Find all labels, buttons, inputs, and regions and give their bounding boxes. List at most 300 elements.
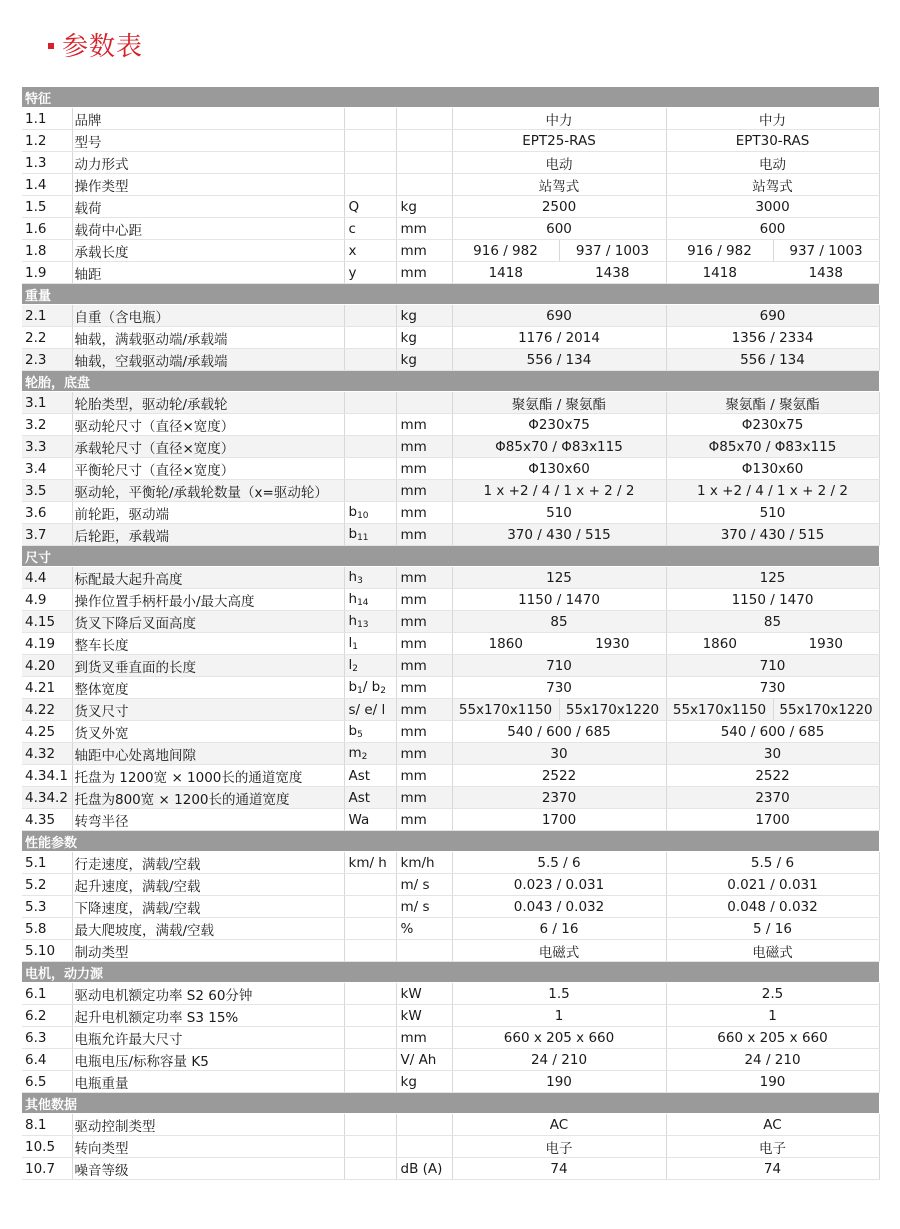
spec-number: 4.20 xyxy=(22,655,72,677)
spec-symbol xyxy=(344,918,396,940)
spec-row xyxy=(22,983,879,1005)
spec-number: 2.2 xyxy=(22,327,72,349)
spec-symbol xyxy=(344,611,396,633)
symbol-text: Ast xyxy=(348,789,371,806)
symbol-subscript: 5 xyxy=(357,730,363,740)
section-header xyxy=(22,371,879,392)
spec-description: 整体宽度 xyxy=(72,677,344,699)
value-model-1: 电子 xyxy=(452,1136,666,1158)
spec-number: 3.7 xyxy=(22,524,72,546)
spec-row xyxy=(22,809,879,831)
spec-symbol xyxy=(344,349,396,371)
spec-number: 5.2 xyxy=(22,874,72,896)
spec-symbol xyxy=(344,699,396,721)
spec-number: 4.32 xyxy=(22,743,72,765)
spec-number: 4.35 xyxy=(22,809,72,831)
value-model-2-2: 55x170x1220 xyxy=(773,699,879,721)
value-model-1: 370 / 430 / 515 xyxy=(452,524,666,546)
spec-unit: mm xyxy=(396,699,452,721)
spec-description: 电瓶允许最大尺寸 xyxy=(72,1027,344,1049)
value-model-1: 125 xyxy=(452,567,666,589)
spec-number: 3.4 xyxy=(22,458,72,480)
value-model-2: 600 xyxy=(666,218,879,240)
value-model-2: 5 / 16 xyxy=(666,918,879,940)
value-model-1: 6 / 16 xyxy=(452,918,666,940)
spec-unit: mm xyxy=(396,262,452,284)
spec-number: 6.3 xyxy=(22,1027,72,1049)
symbol-text: m xyxy=(348,745,362,761)
spec-number: 4.21 xyxy=(22,677,72,699)
spec-symbol xyxy=(344,240,396,262)
spec-symbol xyxy=(344,174,396,196)
spec-unit: km/h xyxy=(396,852,452,874)
spec-symbol xyxy=(344,458,396,480)
spec-row xyxy=(22,524,879,546)
spec-number: 4.25 xyxy=(22,721,72,743)
value-model-2: 30 xyxy=(666,743,879,765)
spec-description: 载荷中心距 xyxy=(72,218,344,240)
value-model-1: 2522 xyxy=(452,765,666,787)
spec-row xyxy=(22,1005,879,1027)
value-model-2: 电子 xyxy=(666,1136,879,1158)
spec-unit: mm xyxy=(396,589,452,611)
symbol-text: Wa xyxy=(348,811,370,828)
value-model-1: 1 xyxy=(452,1005,666,1027)
value-model-1-1: 1418 xyxy=(452,262,559,284)
symbol-subscript: 1 xyxy=(357,686,363,696)
value-model-1: 0.023 / 0.031 xyxy=(452,874,666,896)
spec-unit: mm xyxy=(396,414,452,436)
spec-symbol xyxy=(344,392,396,414)
page-title xyxy=(48,24,143,64)
value-model-1: AC xyxy=(452,1114,666,1136)
spec-symbol xyxy=(344,677,396,699)
section-header xyxy=(22,831,879,852)
section-label: 电机，动力源 xyxy=(22,962,879,983)
value-model-2: 5.5 / 6 xyxy=(666,852,879,874)
spec-row xyxy=(22,633,879,655)
value-model-1: 1150 / 1470 xyxy=(452,589,666,611)
spec-number: 6.4 xyxy=(22,1049,72,1071)
value-model-1: Φ85x70 / Φ83x115 xyxy=(452,436,666,458)
spec-symbol xyxy=(344,567,396,589)
spec-description: 最大爬坡度，满载/空载 xyxy=(72,918,344,940)
spec-symbol xyxy=(344,1005,396,1027)
spec-description: 品牌 xyxy=(72,108,344,130)
spec-symbol xyxy=(344,327,396,349)
spec-row xyxy=(22,130,879,152)
spec-row xyxy=(22,240,879,262)
value-model-2-2: 1930 xyxy=(773,633,879,655)
spec-unit: mm xyxy=(396,502,452,524)
section-header xyxy=(22,284,879,305)
value-model-1: 1176 / 2014 xyxy=(452,327,666,349)
value-model-1-2: 937 / 1003 xyxy=(559,240,666,262)
spec-unit xyxy=(396,152,452,174)
spec-unit xyxy=(396,940,452,962)
value-model-1: 710 xyxy=(452,655,666,677)
spec-symbol xyxy=(344,743,396,765)
value-model-2: 125 xyxy=(666,567,879,589)
symbol-text: s/ e/ l xyxy=(348,701,386,718)
spec-description: 电瓶重量 xyxy=(72,1071,344,1093)
spec-description: 驱动电机额定功率 S2 60分钟 xyxy=(72,983,344,1005)
spec-description: 平衡轮尺寸（直径×宽度） xyxy=(72,458,344,480)
spec-row xyxy=(22,305,879,327)
spec-symbol xyxy=(344,262,396,284)
value-model-2-1: 916 / 982 xyxy=(666,240,773,262)
symbol-text: Q xyxy=(348,198,360,215)
spec-description: 轴距中心处离地间隙 xyxy=(72,743,344,765)
spec-description: 整车长度 xyxy=(72,633,344,655)
symbol-text: b xyxy=(348,723,358,739)
value-model-1: 690 xyxy=(452,305,666,327)
value-model-2: 中力 xyxy=(666,108,879,130)
spec-number: 5.1 xyxy=(22,852,72,874)
spec-description: 货叉下降后叉面高度 xyxy=(72,611,344,633)
value-model-2: 370 / 430 / 515 xyxy=(666,524,879,546)
symbol-text: Ast xyxy=(348,767,371,784)
spec-number: 1.3 xyxy=(22,152,72,174)
spec-unit: kg xyxy=(396,305,452,327)
spec-row xyxy=(22,743,879,765)
value-model-2: 2.5 xyxy=(666,983,879,1005)
spec-number: 1.5 xyxy=(22,196,72,218)
spec-row xyxy=(22,677,879,699)
value-model-1: Φ230x75 xyxy=(452,414,666,436)
value-model-2: EPT30-RAS xyxy=(666,130,879,152)
value-model-2: 74 xyxy=(666,1158,879,1180)
value-model-1: 1.5 xyxy=(452,983,666,1005)
value-model-1: 中力 xyxy=(452,108,666,130)
spec-number: 4.9 xyxy=(22,589,72,611)
spec-row xyxy=(22,589,879,611)
symbol-text: l xyxy=(348,635,353,651)
value-model-1: 30 xyxy=(452,743,666,765)
value-model-2-1: 1418 xyxy=(666,262,773,284)
spec-row xyxy=(22,174,879,196)
spec-description: 轮胎类型，驱动轮/承载轮 xyxy=(72,392,344,414)
spec-description: 自重（含电瓶） xyxy=(72,305,344,327)
spec-row xyxy=(22,896,879,918)
spec-symbol xyxy=(344,765,396,787)
spec-description: 下降速度，满载/空载 xyxy=(72,896,344,918)
section-label: 性能参数 xyxy=(22,831,879,852)
value-model-1: 85 xyxy=(452,611,666,633)
spec-number: 2.3 xyxy=(22,349,72,371)
spec-symbol xyxy=(344,874,396,896)
spec-number: 3.3 xyxy=(22,436,72,458)
spec-number: 3.5 xyxy=(22,480,72,502)
value-model-2: 3000 xyxy=(666,196,879,218)
spec-symbol xyxy=(344,502,396,524)
spec-symbol xyxy=(344,305,396,327)
spec-unit: mm xyxy=(396,743,452,765)
value-model-1-1: 916 / 982 xyxy=(452,240,559,262)
value-model-2-1: 1860 xyxy=(666,633,773,655)
spec-description: 起升电机额定功率 S3 15% xyxy=(72,1005,344,1027)
spec-description: 电瓶电压/标称容量 K5 xyxy=(72,1049,344,1071)
value-model-2: Φ130x60 xyxy=(666,458,879,480)
spec-unit: V/ Ah xyxy=(396,1049,452,1071)
spec-row xyxy=(22,218,879,240)
spec-number: 1.6 xyxy=(22,218,72,240)
value-model-2: 710 xyxy=(666,655,879,677)
spec-table xyxy=(22,87,880,1180)
section-label: 重量 xyxy=(22,284,879,305)
spec-row xyxy=(22,611,879,633)
spec-row xyxy=(22,196,879,218)
symbol-subscript: 10 xyxy=(357,511,369,521)
section-header xyxy=(22,962,879,983)
spec-unit: mm xyxy=(396,633,452,655)
spec-number: 5.8 xyxy=(22,918,72,940)
spec-unit: % xyxy=(396,918,452,940)
value-model-1: 600 xyxy=(452,218,666,240)
spec-description: 噪音等级 xyxy=(72,1158,344,1180)
spec-unit: mm xyxy=(396,787,452,809)
spec-unit: mm xyxy=(396,436,452,458)
spec-row xyxy=(22,765,879,787)
spec-row xyxy=(22,458,879,480)
spec-description: 货叉尺寸 xyxy=(72,699,344,721)
spec-row xyxy=(22,262,879,284)
value-model-2: 1356 / 2334 xyxy=(666,327,879,349)
spec-description: 操作位置手柄杆最小/最大高度 xyxy=(72,589,344,611)
spec-row xyxy=(22,940,879,962)
symbol-subscript: 1 xyxy=(352,642,358,652)
value-model-2: 730 xyxy=(666,677,879,699)
spec-description: 操作类型 xyxy=(72,174,344,196)
value-model-2-1: 55x170x1150 xyxy=(666,699,773,721)
spec-row xyxy=(22,852,879,874)
spec-unit: mm xyxy=(396,1027,452,1049)
value-model-2: 0.048 / 0.032 xyxy=(666,896,879,918)
spec-row xyxy=(22,1049,879,1071)
spec-unit: dB (A) xyxy=(396,1158,452,1180)
spec-unit: mm xyxy=(396,480,452,502)
spec-symbol xyxy=(344,787,396,809)
spec-number: 3.1 xyxy=(22,392,72,414)
value-model-1: 556 / 134 xyxy=(452,349,666,371)
spec-unit: kg xyxy=(396,1071,452,1093)
spec-description: 承载轮尺寸（直径×宽度） xyxy=(72,436,344,458)
spec-number: 4.34.1 xyxy=(22,765,72,787)
value-model-2: 85 xyxy=(666,611,879,633)
value-model-1: 2500 xyxy=(452,196,666,218)
spec-description: 后轮距，承载端 xyxy=(72,524,344,546)
value-model-1: 聚氨酯 / 聚氨酯 xyxy=(452,392,666,414)
spec-number: 4.19 xyxy=(22,633,72,655)
symbol-text: b xyxy=(348,504,358,520)
spec-description: 承载长度 xyxy=(72,240,344,262)
symbol-subscript-2: 2 xyxy=(380,686,386,696)
symbol-text: l xyxy=(348,657,353,673)
symbol-text: h xyxy=(348,613,358,629)
value-model-1: 190 xyxy=(452,1071,666,1093)
spec-description: 型号 xyxy=(72,130,344,152)
value-model-1-1: 55x170x1150 xyxy=(452,699,559,721)
spec-unit xyxy=(396,108,452,130)
value-model-2: 540 / 600 / 685 xyxy=(666,721,879,743)
spec-row xyxy=(22,480,879,502)
spec-symbol xyxy=(344,589,396,611)
symbol-text: x xyxy=(348,242,357,259)
spec-number: 1.4 xyxy=(22,174,72,196)
spec-number: 10.5 xyxy=(22,1136,72,1158)
spec-description: 驱动控制类型 xyxy=(72,1114,344,1136)
spec-symbol xyxy=(344,1049,396,1071)
spec-number: 8.1 xyxy=(22,1114,72,1136)
value-model-2-2: 1438 xyxy=(773,262,879,284)
spec-symbol xyxy=(344,414,396,436)
section-label: 其他数据 xyxy=(22,1093,879,1114)
spec-symbol xyxy=(344,809,396,831)
spec-row xyxy=(22,787,879,809)
page-title-text: 参数表 xyxy=(62,31,144,62)
value-model-2: 站驾式 xyxy=(666,174,879,196)
spec-number: 10.7 xyxy=(22,1158,72,1180)
spec-description: 到货叉垂直面的长度 xyxy=(72,655,344,677)
spec-symbol xyxy=(344,1071,396,1093)
value-model-1-2: 1930 xyxy=(559,633,666,655)
symbol-subscript: 2 xyxy=(352,664,358,674)
spec-symbol xyxy=(344,655,396,677)
spec-unit: mm xyxy=(396,240,452,262)
spec-symbol xyxy=(344,1027,396,1049)
spec-unit: mm xyxy=(396,611,452,633)
spec-description: 驱动轮，平衡轮/承载轮数量（x=驱动轮） xyxy=(72,480,344,502)
spec-number: 1.2 xyxy=(22,130,72,152)
value-model-1: 电磁式 xyxy=(452,940,666,962)
spec-number: 6.1 xyxy=(22,983,72,1005)
spec-unit xyxy=(396,1114,452,1136)
spec-number: 1.1 xyxy=(22,108,72,130)
spec-symbol xyxy=(344,480,396,502)
value-model-2: 1150 / 1470 xyxy=(666,589,879,611)
spec-symbol xyxy=(344,983,396,1005)
symbol-text: b xyxy=(348,526,358,542)
value-model-2: 190 xyxy=(666,1071,879,1093)
value-model-2-2: 937 / 1003 xyxy=(773,240,879,262)
value-model-2: 聚氨酯 / 聚氨酯 xyxy=(666,392,879,414)
spec-number: 2.1 xyxy=(22,305,72,327)
spec-description: 货叉外宽 xyxy=(72,721,344,743)
spec-row xyxy=(22,918,879,940)
spec-description: 托盘为800宽 × 1200长的通道宽度 xyxy=(72,787,344,809)
symbol-subscript: 2 xyxy=(361,752,368,762)
spec-row xyxy=(22,436,879,458)
symbol-subscript: 14 xyxy=(357,598,369,608)
spec-description: 标配最大起升高度 xyxy=(72,567,344,589)
spec-unit: mm xyxy=(396,218,452,240)
spec-number: 4.22 xyxy=(22,699,72,721)
spec-number: 6.2 xyxy=(22,1005,72,1027)
value-model-1: 站驾式 xyxy=(452,174,666,196)
spec-row xyxy=(22,1071,879,1093)
spec-unit: kW xyxy=(396,983,452,1005)
value-model-2: 24 / 210 xyxy=(666,1049,879,1071)
value-model-1: 1700 xyxy=(452,809,666,831)
spec-unit: kg xyxy=(396,327,452,349)
spec-unit xyxy=(396,130,452,152)
section-label: 特征 xyxy=(22,87,879,108)
section-header xyxy=(22,87,879,108)
value-model-2: Φ85x70 / Φ83x115 xyxy=(666,436,879,458)
spec-description: 起升速度，满载/空载 xyxy=(72,874,344,896)
spec-symbol xyxy=(344,1114,396,1136)
spec-row xyxy=(22,1158,879,1180)
spec-number: 4.15 xyxy=(22,611,72,633)
spec-row xyxy=(22,655,879,677)
value-model-2: 2522 xyxy=(666,765,879,787)
title-bullet-icon xyxy=(48,43,54,49)
value-model-1: 540 / 600 / 685 xyxy=(452,721,666,743)
value-model-1: 74 xyxy=(452,1158,666,1180)
value-model-1: 0.043 / 0.032 xyxy=(452,896,666,918)
spec-description: 载荷 xyxy=(72,196,344,218)
value-model-1: 2370 xyxy=(452,787,666,809)
spec-row xyxy=(22,699,879,721)
spec-number: 5.3 xyxy=(22,896,72,918)
spec-symbol xyxy=(344,633,396,655)
spec-symbol xyxy=(344,1136,396,1158)
spec-unit: mm xyxy=(396,524,452,546)
spec-unit: mm xyxy=(396,721,452,743)
spec-description: 前轮距，驱动端 xyxy=(72,502,344,524)
spec-row xyxy=(22,108,879,130)
spec-symbol xyxy=(344,896,396,918)
spec-description: 动力形式 xyxy=(72,152,344,174)
spec-symbol xyxy=(344,218,396,240)
value-model-2: 1 xyxy=(666,1005,879,1027)
value-model-1: 510 xyxy=(452,502,666,524)
value-model-2: 556 / 134 xyxy=(666,349,879,371)
symbol-text: km/ h xyxy=(348,854,387,871)
value-model-1: 24 / 210 xyxy=(452,1049,666,1071)
spec-row xyxy=(22,414,879,436)
spec-unit: kg xyxy=(396,196,452,218)
spec-row xyxy=(22,349,879,371)
spec-unit: mm xyxy=(396,567,452,589)
value-model-1: 1 x +2 / 4 / 1 x + 2 / 2 xyxy=(452,480,666,502)
spec-symbol xyxy=(344,852,396,874)
spec-number: 6.5 xyxy=(22,1071,72,1093)
spec-number: 1.9 xyxy=(22,262,72,284)
spec-description: 行走速度，满载/空载 xyxy=(72,852,344,874)
spec-unit: mm xyxy=(396,458,452,480)
value-model-2: 690 xyxy=(666,305,879,327)
spec-row xyxy=(22,1027,879,1049)
spec-unit xyxy=(396,1136,452,1158)
symbol-text: h xyxy=(348,569,358,585)
spec-symbol xyxy=(344,130,396,152)
section-label: 轮胎，底盘 xyxy=(22,371,879,392)
value-model-1: 730 xyxy=(452,677,666,699)
value-model-1-2: 55x170x1220 xyxy=(559,699,666,721)
spec-row xyxy=(22,152,879,174)
symbol-text: y xyxy=(348,264,357,281)
value-model-2: 1 x +2 / 4 / 1 x + 2 / 2 xyxy=(666,480,879,502)
spec-description: 轴距 xyxy=(72,262,344,284)
spec-unit: kW xyxy=(396,1005,452,1027)
symbol-subscript: 11 xyxy=(357,533,369,543)
symbol-subscript: 3 xyxy=(357,576,363,586)
spec-description: 托盘为 1200宽 × 1000长的通道宽度 xyxy=(72,765,344,787)
spec-number: 4.4 xyxy=(22,567,72,589)
spec-row xyxy=(22,874,879,896)
value-model-2: 2370 xyxy=(666,787,879,809)
